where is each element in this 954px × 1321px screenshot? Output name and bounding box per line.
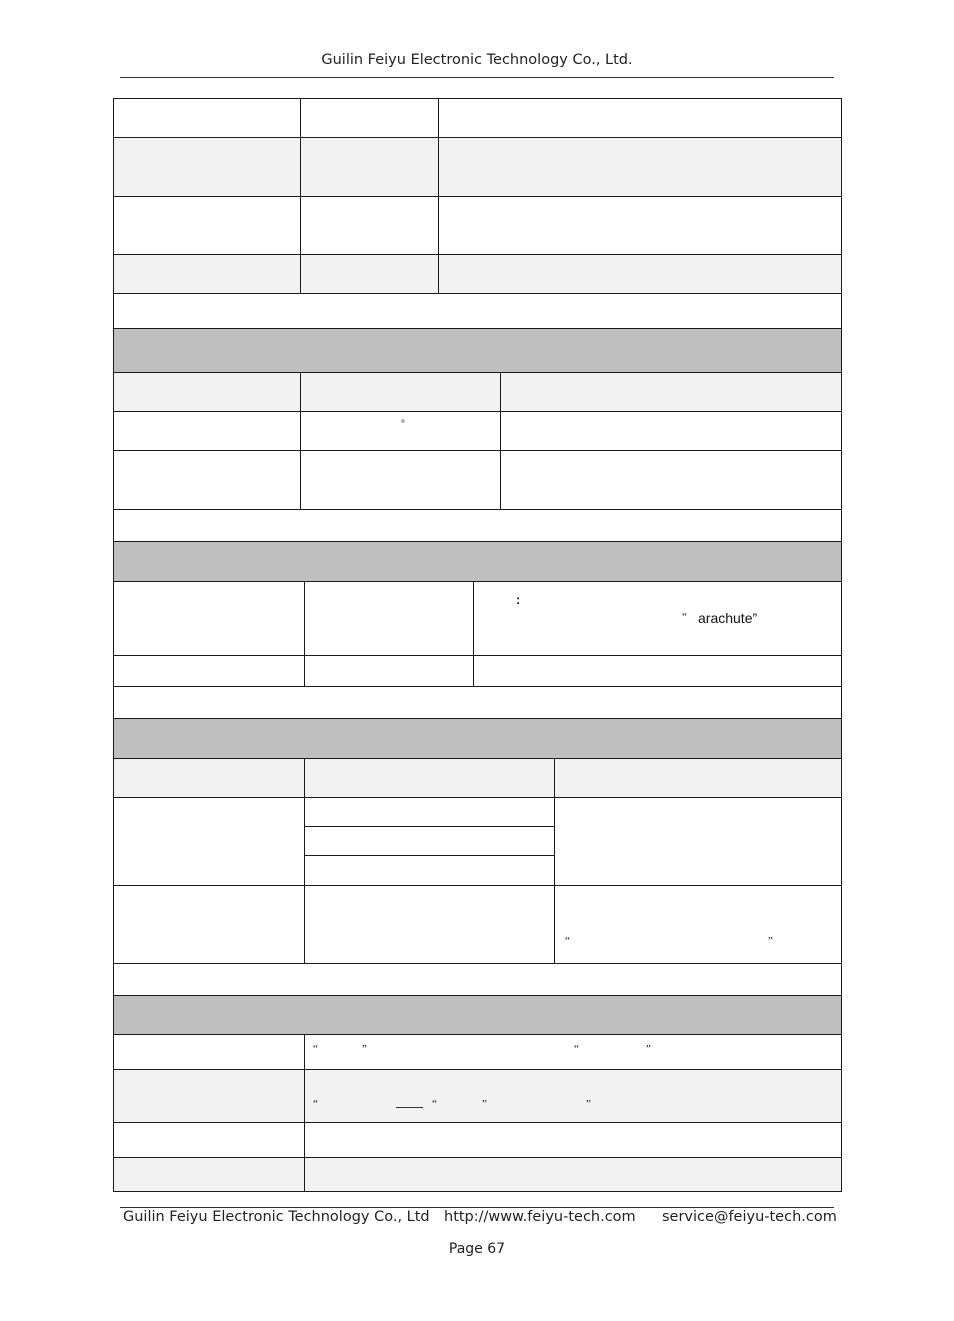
close-quote-glyph: ” — [768, 935, 773, 947]
table-cell — [113, 885, 305, 964]
table-cell — [300, 372, 501, 412]
underline-mark — [396, 1107, 423, 1108]
table-cell — [300, 411, 501, 451]
table-cell — [113, 137, 301, 197]
footer-url-link[interactable]: http://www.feiyu-tech.com — [444, 1209, 636, 1225]
table-cell — [473, 655, 842, 687]
table-cell — [113, 1034, 305, 1070]
table-cell — [554, 885, 842, 964]
table-cell — [554, 797, 842, 886]
page-number: Page 67 — [448, 1241, 506, 1257]
table-cell — [113, 581, 305, 656]
table-cell — [113, 98, 301, 138]
table-cell — [113, 758, 305, 798]
open-quote-glyph: “ — [574, 1043, 579, 1055]
table-cell — [304, 758, 555, 798]
table-cell — [113, 450, 301, 510]
table-cell — [300, 254, 439, 294]
table-cell — [304, 1122, 842, 1158]
table-cell — [500, 450, 842, 510]
table-spacer-row — [113, 686, 842, 719]
table-cell — [113, 655, 305, 687]
table-cell — [113, 254, 301, 294]
table-cell — [304, 826, 555, 856]
close-quote-glyph: ” — [362, 1043, 367, 1055]
table-cell — [473, 581, 842, 656]
close-quote-glyph: ” — [586, 1098, 591, 1110]
table-cell — [113, 411, 301, 451]
table-cell — [113, 1122, 305, 1158]
table-cell — [438, 137, 842, 197]
table-cell — [300, 450, 501, 510]
table-cell — [554, 758, 842, 798]
colon-glyph: : — [516, 592, 521, 607]
table-spacer-row — [113, 509, 842, 542]
table-cell — [304, 655, 474, 687]
table-cell — [438, 196, 842, 255]
table-cell — [500, 411, 842, 451]
table-section-header — [113, 541, 842, 582]
degree-symbol: ° — [401, 419, 405, 430]
table-cell — [113, 372, 301, 412]
table-spacer-row — [113, 963, 842, 996]
table-cell — [304, 581, 474, 656]
open-quote-glyph: “ — [432, 1098, 437, 1110]
close-quote-glyph: ” — [646, 1043, 651, 1055]
table-cell — [438, 254, 842, 294]
table-cell — [438, 98, 842, 138]
page-header: Guilin Feiyu Electronic Technology Co., Ltd. — [321, 52, 633, 68]
table-cell — [300, 98, 439, 138]
footer-email-link[interactable]: service@feiyu-tech.com — [662, 1209, 837, 1225]
open-quote-glyph: “ — [313, 1098, 318, 1110]
table-section-header — [113, 995, 842, 1035]
open-quote-glyph: “ — [565, 935, 570, 947]
table-cell — [304, 1069, 842, 1123]
table-cell — [113, 1069, 305, 1123]
open-quote-glyph: “ — [682, 611, 687, 623]
table-cell — [304, 1157, 842, 1192]
table-section-header — [113, 328, 842, 373]
table-cell — [500, 372, 842, 412]
table-cell — [300, 137, 439, 197]
table-cell — [113, 797, 305, 886]
table-cell — [113, 1157, 305, 1192]
table-spacer-row — [113, 293, 842, 329]
footer-company: Guilin Feiyu Electronic Technology Co., Ltd — [123, 1209, 430, 1225]
table-section-header — [113, 718, 842, 759]
parachute-fragment: arachute” — [698, 610, 758, 626]
table-cell — [304, 797, 555, 827]
table-cell — [304, 855, 555, 886]
table-cell — [113, 196, 301, 255]
table-cell — [304, 1034, 842, 1070]
footer-divider — [120, 1207, 834, 1208]
table-cell — [304, 885, 555, 964]
open-quote-glyph: “ — [313, 1043, 318, 1055]
close-quote-glyph: ” — [482, 1098, 487, 1110]
table-cell — [300, 196, 439, 255]
header-divider — [120, 77, 834, 78]
